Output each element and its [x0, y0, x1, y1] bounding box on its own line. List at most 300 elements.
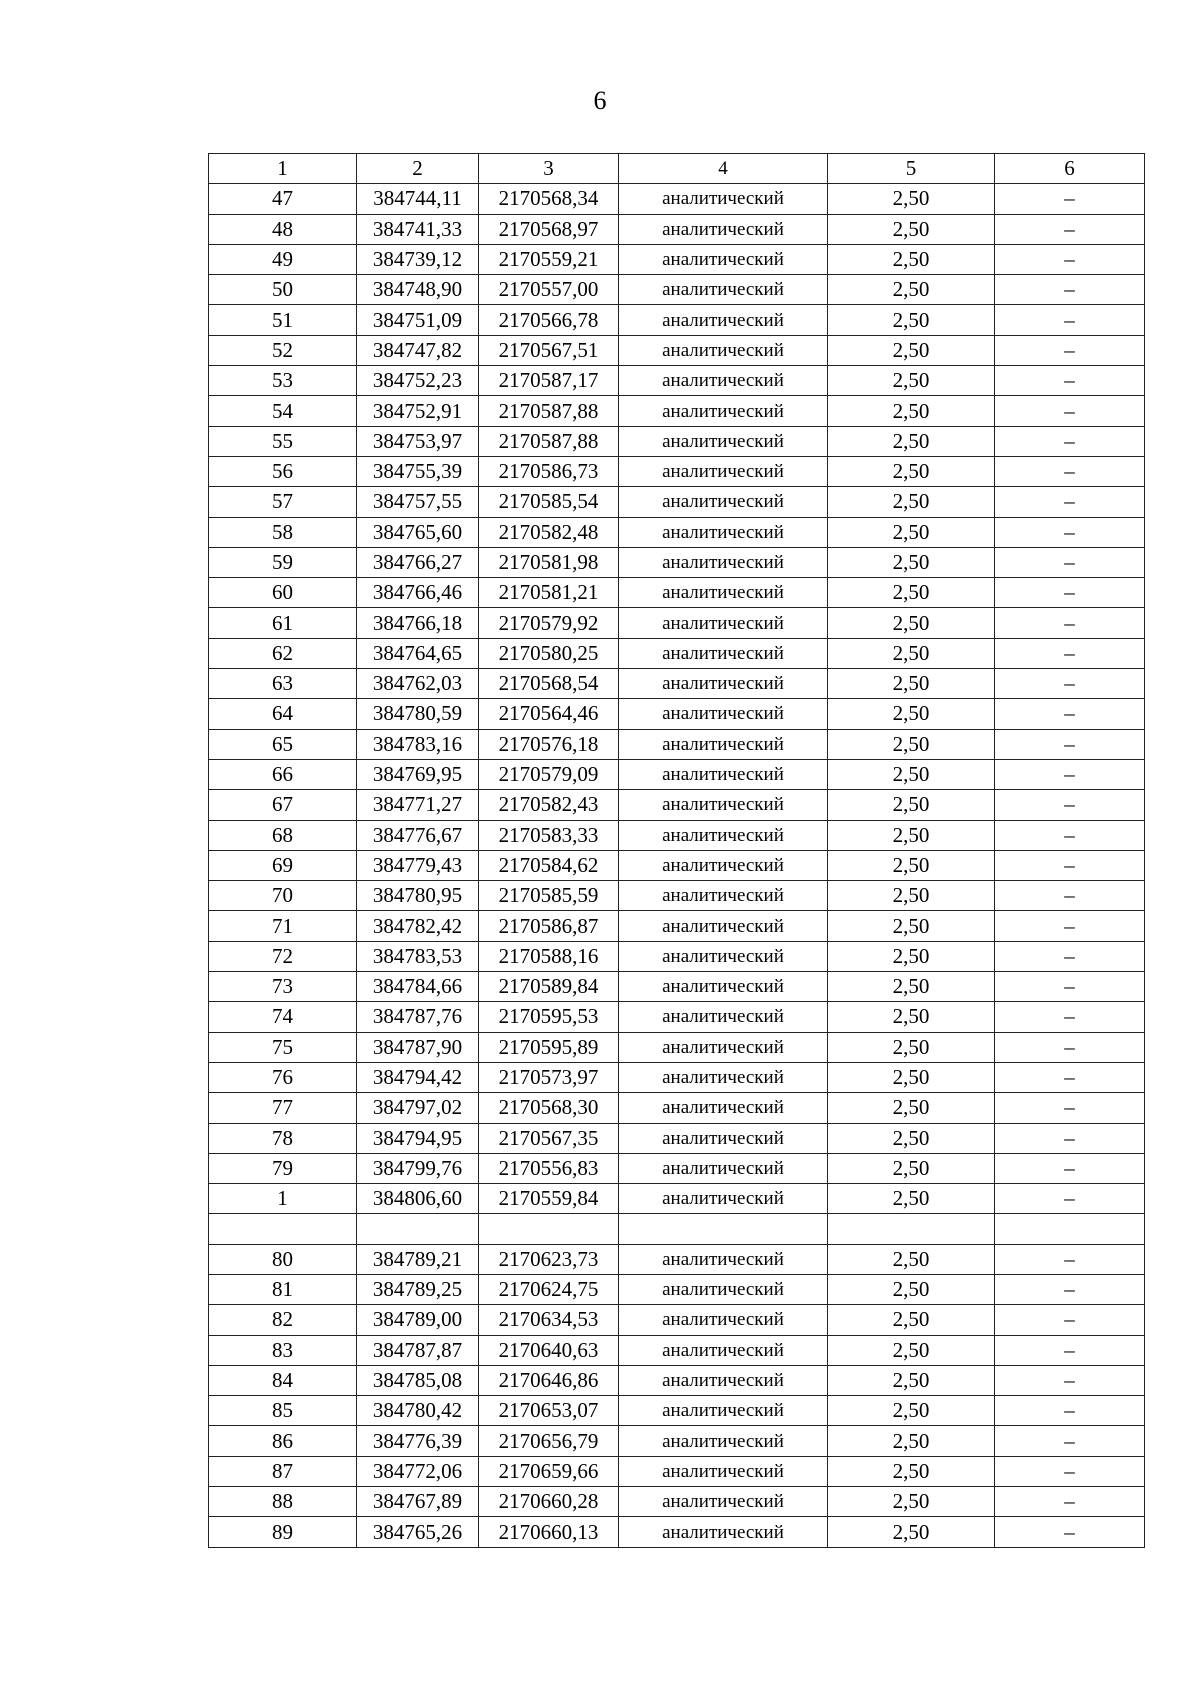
accuracy-cell: 2,50 — [828, 547, 995, 577]
note-cell: – — [995, 305, 1145, 335]
table-row — [209, 759, 1145, 789]
y-coordinate-cell: 2170568,97 — [479, 214, 619, 244]
y-coordinate-cell: 2170587,88 — [479, 426, 619, 456]
accuracy-cell: 2,50 — [828, 1184, 995, 1214]
table-row — [209, 1032, 1145, 1062]
point-number-cell: 84 — [209, 1365, 357, 1395]
accuracy-cell: 2,50 — [828, 669, 995, 699]
x-coordinate-cell: 384762,03 — [357, 669, 479, 699]
x-coordinate-cell: 384752,91 — [357, 396, 479, 426]
point-number-cell: 87 — [209, 1456, 357, 1486]
accuracy-cell: 2,50 — [828, 1487, 995, 1517]
note-cell: – — [995, 1335, 1145, 1365]
table-row — [209, 820, 1145, 850]
method-cell: аналитический — [619, 366, 828, 396]
point-number-cell: 52 — [209, 335, 357, 365]
point-number-cell: 47 — [209, 184, 357, 214]
note-cell: – — [995, 578, 1145, 608]
x-coordinate-cell: 384780,42 — [357, 1396, 479, 1426]
x-coordinate-cell: 384767,89 — [357, 1487, 479, 1517]
table-row — [209, 547, 1145, 577]
note-cell: – — [995, 184, 1145, 214]
point-number-cell: 57 — [209, 487, 357, 517]
accuracy-cell: 2,50 — [828, 1305, 995, 1335]
y-coordinate-cell: 2170624,75 — [479, 1274, 619, 1304]
accuracy-cell: 2,50 — [828, 426, 995, 456]
method-cell: аналитический — [619, 790, 828, 820]
note-cell: – — [995, 1123, 1145, 1153]
point-number-cell: 51 — [209, 305, 357, 335]
note-cell: – — [995, 790, 1145, 820]
y-coordinate-cell: 2170634,53 — [479, 1305, 619, 1335]
point-number-cell: 85 — [209, 1396, 357, 1426]
table-row — [209, 1335, 1145, 1365]
accuracy-cell: 2,50 — [828, 729, 995, 759]
point-number-cell: 69 — [209, 850, 357, 880]
note-cell: – — [995, 1426, 1145, 1456]
point-number-cell: 64 — [209, 699, 357, 729]
x-coordinate-cell: 384766,27 — [357, 547, 479, 577]
y-coordinate-cell: 2170585,54 — [479, 487, 619, 517]
point-number-cell: 61 — [209, 608, 357, 638]
header-cell-3: 3 — [479, 154, 619, 184]
method-cell: аналитический — [619, 1517, 828, 1547]
x-coordinate-cell: 384782,42 — [357, 911, 479, 941]
note-cell: – — [995, 1487, 1145, 1517]
method-cell: аналитический — [619, 396, 828, 426]
y-coordinate-cell: 2170589,84 — [479, 972, 619, 1002]
x-coordinate-cell: 384783,53 — [357, 941, 479, 971]
header-cell-5: 5 — [828, 154, 995, 184]
method-cell: аналитический — [619, 1062, 828, 1092]
method-cell: аналитический — [619, 941, 828, 971]
accuracy-cell: 2,50 — [828, 1335, 995, 1365]
y-coordinate-cell: 2170595,89 — [479, 1032, 619, 1062]
accuracy-cell: 2,50 — [828, 759, 995, 789]
method-cell: аналитический — [619, 729, 828, 759]
table-row — [209, 1305, 1145, 1335]
note-cell: – — [995, 699, 1145, 729]
x-coordinate-cell: 384764,65 — [357, 638, 479, 668]
y-coordinate-cell: 2170559,84 — [479, 1184, 619, 1214]
method-cell: аналитический — [619, 184, 828, 214]
method-cell: аналитический — [619, 1032, 828, 1062]
y-coordinate-cell: 2170587,88 — [479, 396, 619, 426]
y-coordinate-cell: 2170567,51 — [479, 335, 619, 365]
point-number-cell: 55 — [209, 426, 357, 456]
note-cell: – — [995, 1153, 1145, 1183]
x-coordinate-cell: 384769,95 — [357, 759, 479, 789]
note-cell: – — [995, 1274, 1145, 1304]
method-cell: аналитический — [619, 911, 828, 941]
note-cell: – — [995, 426, 1145, 456]
table-row — [209, 578, 1145, 608]
x-coordinate-cell: 384776,67 — [357, 820, 479, 850]
x-coordinate-cell: 384755,39 — [357, 456, 479, 486]
note-cell: – — [995, 972, 1145, 1002]
accuracy-cell: 2,50 — [828, 517, 995, 547]
accuracy-cell — [828, 1214, 995, 1244]
accuracy-cell: 2,50 — [828, 1426, 995, 1456]
table-row — [209, 1184, 1145, 1214]
x-coordinate-cell: 384787,90 — [357, 1032, 479, 1062]
y-coordinate-cell: 2170585,59 — [479, 881, 619, 911]
table-row — [209, 1062, 1145, 1092]
point-number-cell — [209, 1214, 357, 1244]
note-cell: – — [995, 1456, 1145, 1486]
method-cell: аналитический — [619, 1365, 828, 1395]
y-coordinate-cell — [479, 1214, 619, 1244]
y-coordinate-cell: 2170586,87 — [479, 911, 619, 941]
point-number-cell: 77 — [209, 1093, 357, 1123]
point-number-cell: 59 — [209, 547, 357, 577]
y-coordinate-cell: 2170646,86 — [479, 1365, 619, 1395]
note-cell: – — [995, 214, 1145, 244]
method-cell: аналитический — [619, 1426, 828, 1456]
table-row — [209, 275, 1145, 305]
method-cell: аналитический — [619, 699, 828, 729]
table-row — [209, 214, 1145, 244]
y-coordinate-cell: 2170557,00 — [479, 275, 619, 305]
table-header-row — [209, 154, 1145, 184]
y-coordinate-cell: 2170640,63 — [479, 1335, 619, 1365]
point-number-cell: 78 — [209, 1123, 357, 1153]
x-coordinate-cell: 384752,23 — [357, 366, 479, 396]
page-number: 6 — [593, 86, 607, 115]
table-row — [209, 1487, 1145, 1517]
accuracy-cell: 2,50 — [828, 972, 995, 1002]
method-cell: аналитический — [619, 1153, 828, 1183]
table-row — [209, 1517, 1145, 1547]
point-number-cell: 58 — [209, 517, 357, 547]
y-coordinate-cell: 2170582,48 — [479, 517, 619, 547]
point-number-cell: 79 — [209, 1153, 357, 1183]
y-coordinate-cell: 2170576,18 — [479, 729, 619, 759]
y-coordinate-cell: 2170579,09 — [479, 759, 619, 789]
y-coordinate-cell: 2170586,73 — [479, 456, 619, 486]
note-cell: – — [995, 941, 1145, 971]
y-coordinate-cell: 2170587,17 — [479, 366, 619, 396]
accuracy-cell: 2,50 — [828, 820, 995, 850]
table-row — [209, 456, 1145, 486]
point-number-cell: 86 — [209, 1426, 357, 1456]
point-number-cell: 80 — [209, 1244, 357, 1274]
accuracy-cell: 2,50 — [828, 578, 995, 608]
accuracy-cell: 2,50 — [828, 366, 995, 396]
note-cell: – — [995, 820, 1145, 850]
x-coordinate-cell: 384806,60 — [357, 1184, 479, 1214]
accuracy-cell: 2,50 — [828, 244, 995, 274]
point-number-cell: 74 — [209, 1002, 357, 1032]
method-cell: аналитический — [619, 487, 828, 517]
method-cell: аналитический — [619, 214, 828, 244]
method-cell: аналитический — [619, 881, 828, 911]
table-row — [209, 911, 1145, 941]
note-cell: – — [995, 1396, 1145, 1426]
note-cell: – — [995, 456, 1145, 486]
y-coordinate-cell: 2170568,30 — [479, 1093, 619, 1123]
accuracy-cell: 2,50 — [828, 305, 995, 335]
y-coordinate-cell: 2170595,53 — [479, 1002, 619, 1032]
y-coordinate-cell: 2170582,43 — [479, 790, 619, 820]
x-coordinate-cell: 384766,46 — [357, 578, 479, 608]
accuracy-cell: 2,50 — [828, 1123, 995, 1153]
note-cell: – — [995, 669, 1145, 699]
method-cell: аналитический — [619, 1184, 828, 1214]
note-cell: – — [995, 1032, 1145, 1062]
note-cell: – — [995, 638, 1145, 668]
note-cell: – — [995, 881, 1145, 911]
coordinates-table-body — [209, 154, 1145, 1548]
table-row — [209, 1365, 1145, 1395]
method-cell: аналитический — [619, 1093, 828, 1123]
table-row — [209, 396, 1145, 426]
point-number-cell: 49 — [209, 244, 357, 274]
y-coordinate-cell: 2170573,97 — [479, 1062, 619, 1092]
table-row — [209, 1396, 1145, 1426]
y-coordinate-cell: 2170659,66 — [479, 1456, 619, 1486]
x-coordinate-cell: 384783,16 — [357, 729, 479, 759]
x-coordinate-cell: 384766,18 — [357, 608, 479, 638]
x-coordinate-cell: 384765,26 — [357, 1517, 479, 1547]
note-cell: – — [995, 1365, 1145, 1395]
point-number-cell: 56 — [209, 456, 357, 486]
accuracy-cell: 2,50 — [828, 214, 995, 244]
x-coordinate-cell: 384765,60 — [357, 517, 479, 547]
table-row — [209, 366, 1145, 396]
accuracy-cell: 2,50 — [828, 1274, 995, 1304]
x-coordinate-cell: 384739,12 — [357, 244, 479, 274]
point-number-cell: 60 — [209, 578, 357, 608]
table-row — [209, 638, 1145, 668]
y-coordinate-cell: 2170567,35 — [479, 1123, 619, 1153]
table-row — [209, 972, 1145, 1002]
x-coordinate-cell: 384757,55 — [357, 487, 479, 517]
method-cell: аналитический — [619, 1396, 828, 1426]
method-cell — [619, 1214, 828, 1244]
accuracy-cell: 2,50 — [828, 487, 995, 517]
note-cell: – — [995, 1305, 1145, 1335]
table-row — [209, 941, 1145, 971]
note-cell: – — [995, 729, 1145, 759]
x-coordinate-cell: 384753,97 — [357, 426, 479, 456]
coordinates-table — [208, 153, 1145, 1548]
y-coordinate-cell: 2170660,13 — [479, 1517, 619, 1547]
method-cell: аналитический — [619, 1487, 828, 1517]
point-number-cell: 1 — [209, 1184, 357, 1214]
y-coordinate-cell: 2170581,98 — [479, 547, 619, 577]
x-coordinate-cell: 384779,43 — [357, 850, 479, 880]
x-coordinate-cell: 384780,95 — [357, 881, 479, 911]
point-number-cell: 68 — [209, 820, 357, 850]
point-number-cell: 76 — [209, 1062, 357, 1092]
y-coordinate-cell: 2170559,21 — [479, 244, 619, 274]
header-cell-4: 4 — [619, 154, 828, 184]
point-number-cell: 82 — [209, 1305, 357, 1335]
method-cell: аналитический — [619, 669, 828, 699]
point-number-cell: 65 — [209, 729, 357, 759]
point-number-cell: 83 — [209, 1335, 357, 1365]
accuracy-cell: 2,50 — [828, 396, 995, 426]
accuracy-cell: 2,50 — [828, 1456, 995, 1486]
x-coordinate-cell: 384744,11 — [357, 184, 479, 214]
x-coordinate-cell: 384741,33 — [357, 214, 479, 244]
method-cell: аналитический — [619, 1244, 828, 1274]
method-cell: аналитический — [619, 759, 828, 789]
method-cell: аналитический — [619, 1305, 828, 1335]
accuracy-cell: 2,50 — [828, 1365, 995, 1395]
y-coordinate-cell: 2170660,28 — [479, 1487, 619, 1517]
table-row — [209, 1123, 1145, 1153]
accuracy-cell: 2,50 — [828, 1032, 995, 1062]
x-coordinate-cell: 384784,66 — [357, 972, 479, 1002]
y-coordinate-cell: 2170623,73 — [479, 1244, 619, 1274]
point-number-cell: 72 — [209, 941, 357, 971]
note-cell: – — [995, 911, 1145, 941]
note-cell: – — [995, 1093, 1145, 1123]
table-row — [209, 699, 1145, 729]
accuracy-cell: 2,50 — [828, 456, 995, 486]
accuracy-cell: 2,50 — [828, 1396, 995, 1426]
table-row — [209, 487, 1145, 517]
x-coordinate-cell: 384771,27 — [357, 790, 479, 820]
point-number-cell: 63 — [209, 669, 357, 699]
table-row — [209, 1244, 1145, 1274]
method-cell: аналитический — [619, 426, 828, 456]
table-row — [209, 729, 1145, 759]
point-number-cell: 73 — [209, 972, 357, 1002]
accuracy-cell: 2,50 — [828, 184, 995, 214]
method-cell: аналитический — [619, 820, 828, 850]
y-coordinate-cell: 2170653,07 — [479, 1396, 619, 1426]
note-cell: – — [995, 275, 1145, 305]
y-coordinate-cell: 2170584,62 — [479, 850, 619, 880]
accuracy-cell: 2,50 — [828, 1153, 995, 1183]
y-coordinate-cell: 2170568,34 — [479, 184, 619, 214]
method-cell: аналитический — [619, 1123, 828, 1153]
table-row — [209, 244, 1145, 274]
method-cell: аналитический — [619, 244, 828, 274]
x-coordinate-cell: 384789,21 — [357, 1244, 479, 1274]
point-number-cell: 89 — [209, 1517, 357, 1547]
method-cell: аналитический — [619, 1456, 828, 1486]
table-row — [209, 1214, 1145, 1244]
x-coordinate-cell — [357, 1214, 479, 1244]
method-cell: аналитический — [619, 608, 828, 638]
accuracy-cell: 2,50 — [828, 850, 995, 880]
table-row — [209, 1002, 1145, 1032]
table-row — [209, 426, 1145, 456]
x-coordinate-cell: 384772,06 — [357, 1456, 479, 1486]
y-coordinate-cell: 2170583,33 — [479, 820, 619, 850]
accuracy-cell: 2,50 — [828, 881, 995, 911]
y-coordinate-cell: 2170568,54 — [479, 669, 619, 699]
y-coordinate-cell: 2170579,92 — [479, 608, 619, 638]
accuracy-cell: 2,50 — [828, 1093, 995, 1123]
method-cell: аналитический — [619, 275, 828, 305]
accuracy-cell: 2,50 — [828, 911, 995, 941]
note-cell: – — [995, 850, 1145, 880]
method-cell: аналитический — [619, 972, 828, 1002]
table-row — [209, 1456, 1145, 1486]
x-coordinate-cell: 384787,87 — [357, 1335, 479, 1365]
note-cell: – — [995, 608, 1145, 638]
accuracy-cell: 2,50 — [828, 1244, 995, 1274]
method-cell: аналитический — [619, 1002, 828, 1032]
note-cell: – — [995, 335, 1145, 365]
note-cell: – — [995, 1244, 1145, 1274]
note-cell: – — [995, 517, 1145, 547]
accuracy-cell: 2,50 — [828, 608, 995, 638]
accuracy-cell: 2,50 — [828, 1517, 995, 1547]
note-cell: – — [995, 1184, 1145, 1214]
note-cell: – — [995, 1517, 1145, 1547]
note-cell: – — [995, 759, 1145, 789]
method-cell: аналитический — [619, 1274, 828, 1304]
point-number-cell: 75 — [209, 1032, 357, 1062]
method-cell: аналитический — [619, 1335, 828, 1365]
note-cell: – — [995, 366, 1145, 396]
note-cell — [995, 1214, 1145, 1244]
y-coordinate-cell: 2170580,25 — [479, 638, 619, 668]
x-coordinate-cell: 384789,25 — [357, 1274, 479, 1304]
note-cell: – — [995, 1062, 1145, 1092]
x-coordinate-cell: 384748,90 — [357, 275, 479, 305]
accuracy-cell: 2,50 — [828, 638, 995, 668]
table-row — [209, 184, 1145, 214]
method-cell: аналитический — [619, 578, 828, 608]
y-coordinate-cell: 2170564,46 — [479, 699, 619, 729]
point-number-cell: 50 — [209, 275, 357, 305]
y-coordinate-cell: 2170656,79 — [479, 1426, 619, 1456]
table-row — [209, 1153, 1145, 1183]
accuracy-cell: 2,50 — [828, 790, 995, 820]
method-cell: аналитический — [619, 517, 828, 547]
x-coordinate-cell: 384794,42 — [357, 1062, 479, 1092]
y-coordinate-cell: 2170556,83 — [479, 1153, 619, 1183]
table-row — [209, 335, 1145, 365]
table-row — [209, 1274, 1145, 1304]
table-row — [209, 517, 1145, 547]
method-cell: аналитический — [619, 456, 828, 486]
table-row — [209, 305, 1145, 335]
point-number-cell: 53 — [209, 366, 357, 396]
x-coordinate-cell: 384789,00 — [357, 1305, 479, 1335]
table-row — [209, 850, 1145, 880]
x-coordinate-cell: 384776,39 — [357, 1426, 479, 1456]
table-row — [209, 1426, 1145, 1456]
method-cell: аналитический — [619, 638, 828, 668]
table-row — [209, 881, 1145, 911]
accuracy-cell: 2,50 — [828, 941, 995, 971]
x-coordinate-cell: 384780,59 — [357, 699, 479, 729]
x-coordinate-cell: 384797,02 — [357, 1093, 479, 1123]
y-coordinate-cell: 2170588,16 — [479, 941, 619, 971]
point-number-cell: 71 — [209, 911, 357, 941]
method-cell: аналитический — [619, 547, 828, 577]
x-coordinate-cell: 384751,09 — [357, 305, 479, 335]
note-cell: – — [995, 547, 1145, 577]
method-cell: аналитический — [619, 305, 828, 335]
note-cell: – — [995, 487, 1145, 517]
point-number-cell: 54 — [209, 396, 357, 426]
note-cell: – — [995, 396, 1145, 426]
table-row — [209, 669, 1145, 699]
method-cell: аналитический — [619, 850, 828, 880]
note-cell: – — [995, 1002, 1145, 1032]
accuracy-cell: 2,50 — [828, 1062, 995, 1092]
point-number-cell: 62 — [209, 638, 357, 668]
